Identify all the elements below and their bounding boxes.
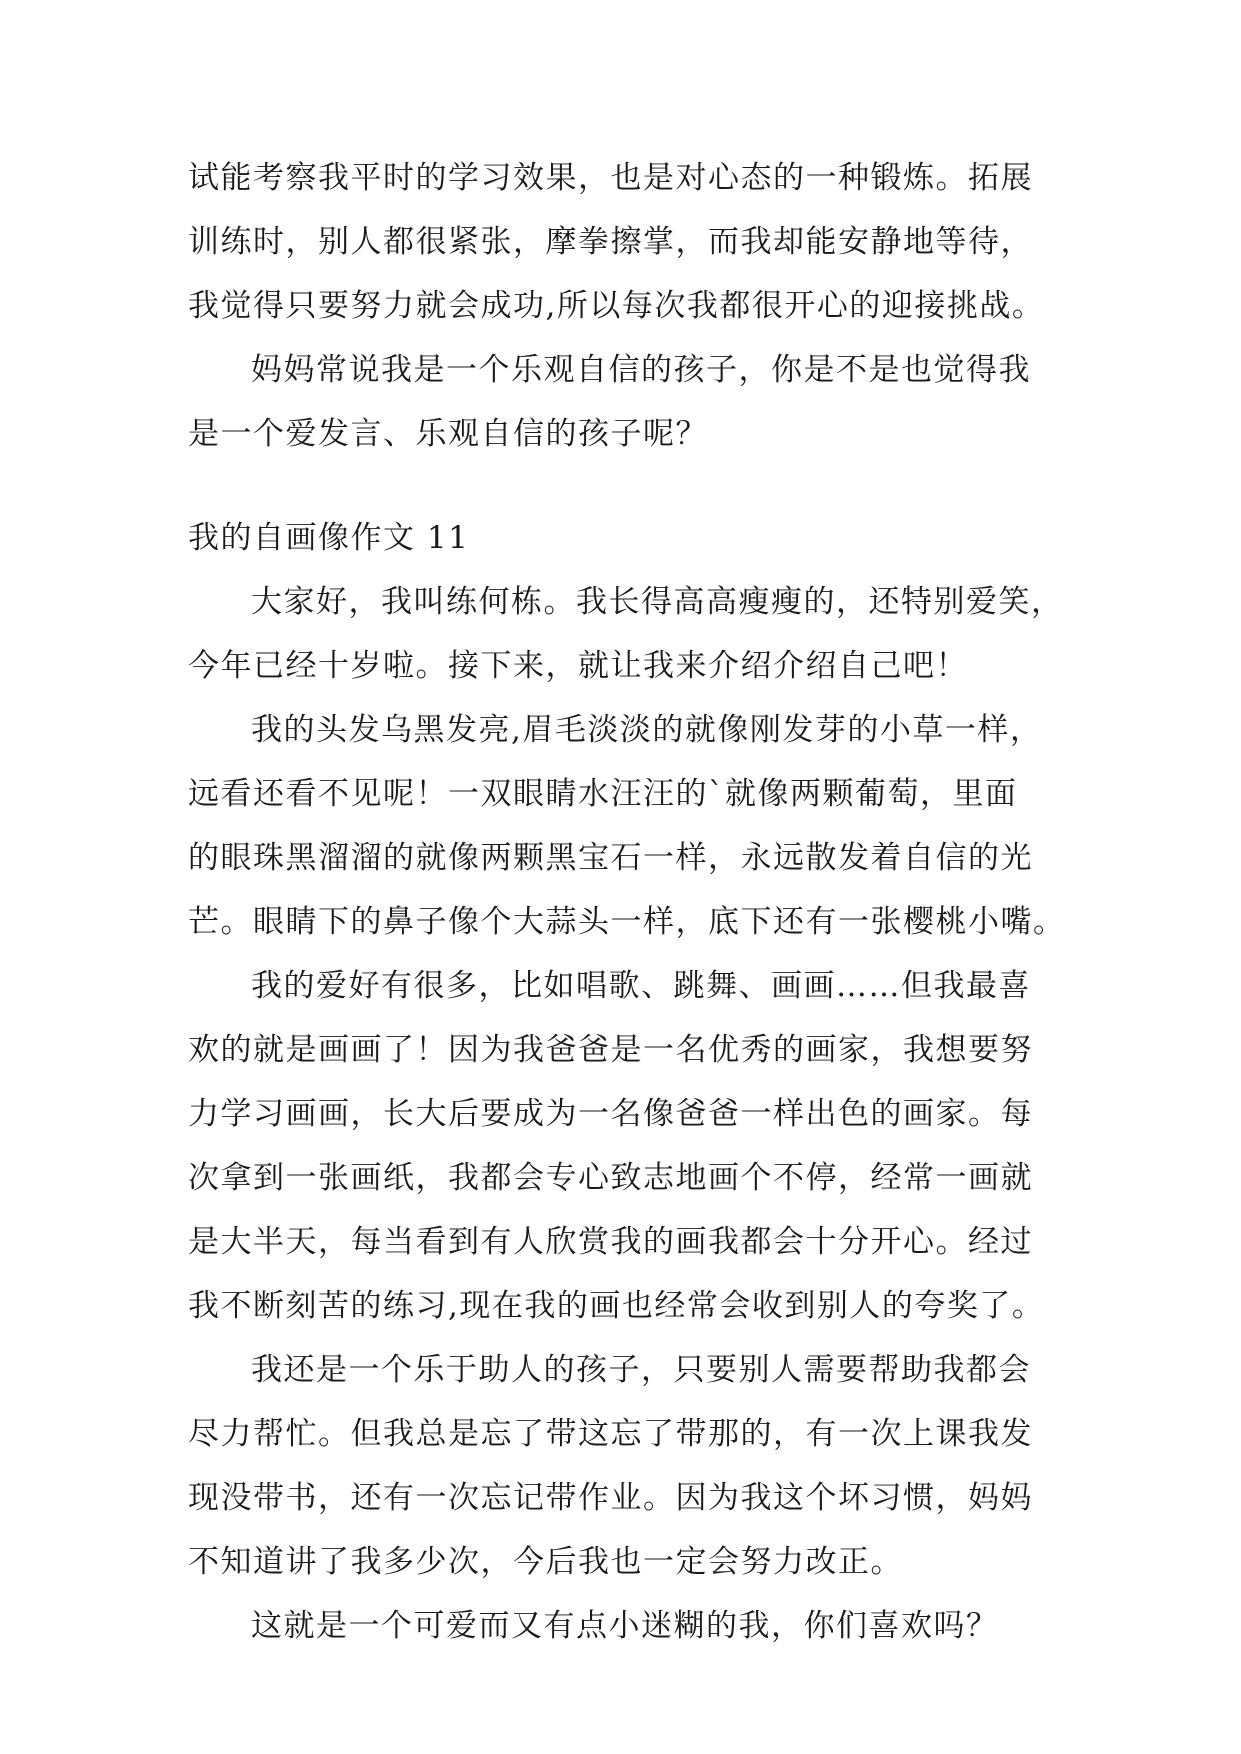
text-line: 力学习画画，长大后要成为一名像爸爸一样出色的画家。每 (188, 1096, 1033, 1132)
text-line: 今年已经十岁啦。接下来，就让我来介绍介绍自己吧！ (188, 648, 968, 684)
text-line: 是一个爱发言、乐观自信的孩子呢？ (188, 416, 708, 452)
paragraph-first-line: 我还是一个乐于助人的孩子，只要别人需要帮助我都会 (251, 1352, 1031, 1388)
text-line: 我不断刻苦的练习,现在我的画也经常会收到别人的夸奖了。 (188, 1288, 1045, 1324)
text-line: 芒。眼睛下的鼻子像个大蒜头一样，底下还有一张樱桃小嘴。 (188, 904, 1066, 940)
paragraph-first-line: 大家好，我叫练何栋。我长得高高瘦瘦的，还特别爱笑， (251, 584, 1064, 620)
text-line: 的眼珠黑溜溜的就像两颗黑宝石一样，永远散发着自信的光 (188, 840, 1033, 876)
text-line: 远看还看不见呢！一双眼睛水汪汪的`就像两颗葡萄，里面 (188, 776, 1018, 812)
paragraph-first-line: 妈妈常说我是一个乐观自信的孩子，你是不是也觉得我 (251, 352, 1031, 388)
text-line: 我觉得只要努力就会成功,所以每次我都很开心的迎接挑战。 (188, 288, 1045, 324)
text-line: 现没带书，还有一次忘记带作业。因为我这个坏习惯，妈妈 (188, 1480, 1033, 1516)
text-line: 不知道讲了我多少次，今后我也一定会努力改正。 (188, 1544, 903, 1580)
paragraph-first-line: 我的头发乌黑发亮,眉毛淡淡的就像刚发芽的小草一样， (251, 712, 1043, 748)
paragraph-first-line: 我的爱好有很多，比如唱歌、跳舞、画画……但我最喜 (251, 968, 1031, 1004)
text-line: 训练时，别人都很紧张，摩拳擦掌，而我却能安静地等待， (188, 224, 1033, 260)
text-line: 欢的就是画画了！因为我爸爸是一名优秀的画家，我想要努 (188, 1032, 1033, 1068)
text-line: 次拿到一张画纸，我都会专心致志地画个不停，经常一画就 (188, 1160, 1033, 1196)
text-line: 试能考察我平时的学习效果，也是对心态的一种锻炼。拓展 (188, 160, 1033, 196)
section-heading: 我的自画像作文 11 (188, 520, 470, 556)
paragraph-first-line: 这就是一个可爱而又有点小迷糊的我，你们喜欢吗？ (251, 1608, 999, 1644)
text-line: 是大半天，每当看到有人欣赏我的画我都会十分开心。经过 (188, 1224, 1033, 1260)
text-line: 尽力帮忙。但我总是忘了带这忘了带那的，有一次上课我发 (188, 1416, 1033, 1452)
